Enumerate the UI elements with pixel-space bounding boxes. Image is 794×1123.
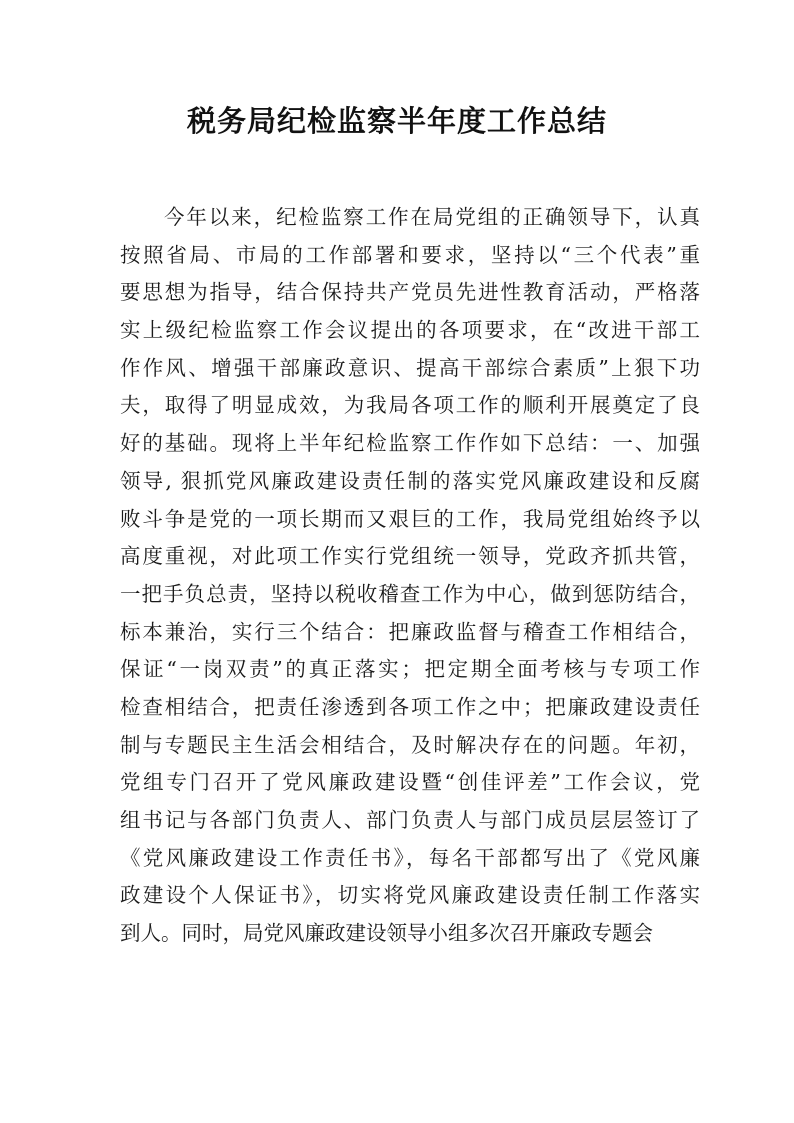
body-line-14: 检查相结合，把责任渗透到各项工作之中；把廉政建设责任 [120,694,700,719]
body-line-7: 好的基础。现将上半年纪检监察工作作如下总结：一、加强 [120,431,700,456]
body-line-20: 到人。同时，局党风廉政建设领导小组多次召开廉政专题会 [120,921,653,946]
body-line-2: 按照省局、市局的工作部署和要求，坚持以“三个代表”重 [120,242,700,267]
body-line-12: 标本兼治，实行三个结合：把廉政监督与稽查工作相结合， [120,619,700,644]
body-line-15: 制与专题民主生活会相结合，及时解决存在的问题。年初， [120,732,700,757]
body-line-18: 《党风廉政建设工作责任书》，每名干部都写出了《党风廉 [120,845,700,870]
body-line-1: 今年以来，纪检监察工作在局党组的正确领导下，认真 [164,205,700,229]
body-line-5: 作作风、增强干部廉政意识、提高干部综合素质”上狠下功 [120,355,700,380]
body-line-16: 党组专门召开了党风廉政建设暨“创佳评差”工作会议，党 [120,770,700,795]
body-line-9: 败斗争是党的一项长期而又艰巨的工作，我局党组始终予以 [120,506,700,531]
body-line-8: 领导, 狠抓党风廉政建设责任制的落实党风廉政建设和反腐 [120,468,700,493]
body-line-6: 夫，取得了明显成效，为我局各项工作的顺利开展奠定了良 [120,393,700,418]
body-line-19: 政建设个人保证书》，切实将党风廉政建设责任制工作落实 [120,883,700,908]
body-line-11: 一把手负总责，坚持以税收稽查工作为中心，做到惩防结合， [120,581,700,606]
body-line-17: 组书记与各部门负责人、部门负责人与部门成员层层签订了 [120,808,700,832]
body-line-13: 保证“一岗双责”的真正落实；把定期全面考核与专项工作 [120,657,700,682]
document-title: 税务局纪检监察半年度工作总结 [186,104,607,138]
body-line-3: 要思想为指导，结合保持共产党员先进性教育活动，严格落 [120,280,700,305]
body-line-10: 高度重视，对此项工作实行党组统一领导，党政齐抓共管， [120,544,700,569]
body-line-4: 实上级纪检监察工作会议提出的各项要求，在“改进干部工 [120,318,700,343]
document-body [120,199,700,953]
